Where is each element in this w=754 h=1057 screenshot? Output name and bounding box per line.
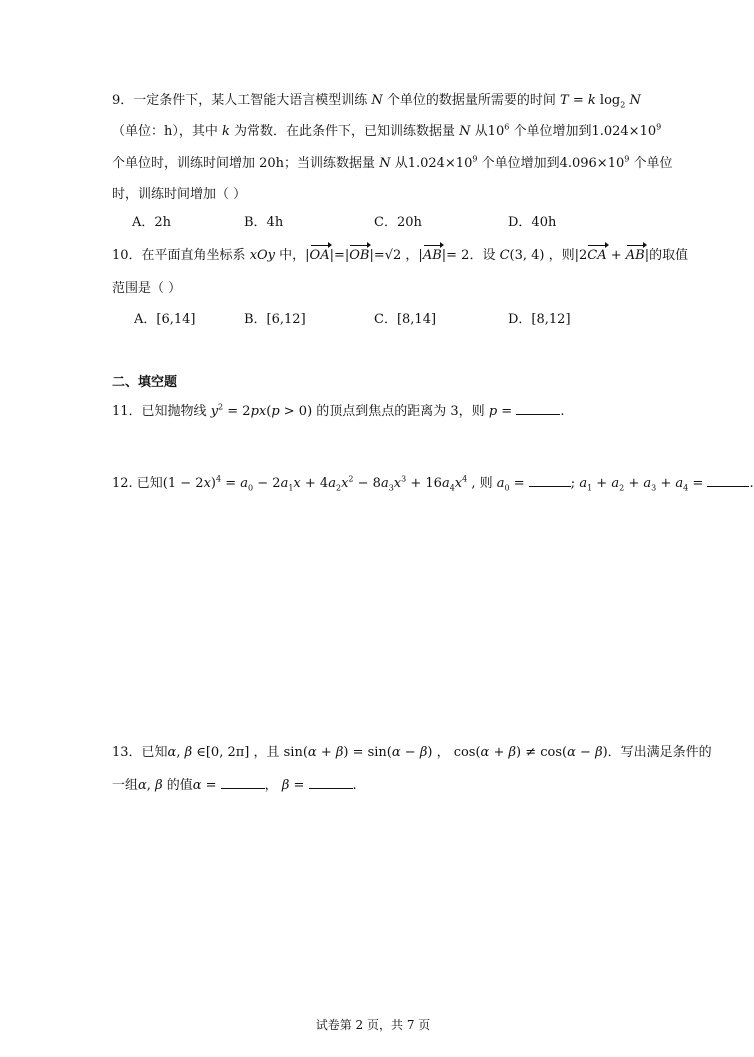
q10-line2: 范围是（ ） xyxy=(112,281,182,296)
q10-line1: 10．在平面直角坐标系 xOy 中，|OA|=|OB|=√2 ，|AB|= 2．设 C(3, 4) ，则|2CA + AB|的取值 xyxy=(112,248,689,263)
q12-text: 12. 已知$(1 - 2x)^4 = a_0 - 2a_1x + 4a_2x^2 - 8a_3x^3 + 16a_4x^4$ , 则 $a_0$ = ; $a_1 + a_2 + a_3 + a_4$ = . xyxy=(112,474,754,493)
q11-text: 11．已知抛物线 $y^2 = 2px(p > 0)$ 的顶点到焦点的距离为 3，则 p = . xyxy=(112,402,565,419)
q9-line3: 个单位时，训练时间增加 20h；当训练数据量 N 从$1.024\times 10^9$ 个单位增加到$4.096\times 10^9$ 个单位 xyxy=(112,154,673,171)
q13-line1: 13．已知α, β ∈[0, 2π] ，且 sin(α + β) = sin(α − β) ， cos(α + β) ≠ cos(α − β)．写出满足条件的 xyxy=(112,745,712,760)
q9-option-d[interactable]: D．40h xyxy=(508,215,557,230)
page-footer: 试卷第 2 页，共 7 页 xyxy=(315,1018,431,1032)
q9-line2: （单位：h），其中 k 为常数．在此条件下，已知训练数据量 N 从$10^6$ 个单位增加到$1.024\times 10^9$ xyxy=(112,122,662,139)
q13-beta-blank[interactable] xyxy=(309,776,353,789)
q9-option-b[interactable]: B．4h xyxy=(244,215,284,230)
q10-option-a[interactable]: A．[6,14] xyxy=(134,312,196,327)
q10-option-d[interactable]: D．[8,12] xyxy=(508,312,571,327)
q9-line4: 时，训练时间增加（ ） xyxy=(112,187,247,202)
section-title: 二、填空题 xyxy=(112,375,178,390)
q9-option-c[interactable]: C．20h xyxy=(374,215,422,230)
q10-option-b[interactable]: B．[6,12] xyxy=(244,312,306,327)
q12-answer-blank-1[interactable] xyxy=(529,474,571,487)
q9-line1: 9．一定条件下，某人工智能大语言模型训练 N 个单位的数据量所需要的时间 T = k $\log_2 N$ xyxy=(112,93,641,110)
q13-line2: 一组α, β 的值α = ， β = . xyxy=(112,778,357,793)
q9-option-a[interactable]: A．2h xyxy=(132,215,172,230)
q11-answer-blank[interactable] xyxy=(516,402,560,415)
q12-answer-blank-2[interactable] xyxy=(707,474,749,487)
q13-alpha-blank[interactable] xyxy=(221,776,265,789)
q10-option-c[interactable]: C．[8,14] xyxy=(374,312,437,327)
